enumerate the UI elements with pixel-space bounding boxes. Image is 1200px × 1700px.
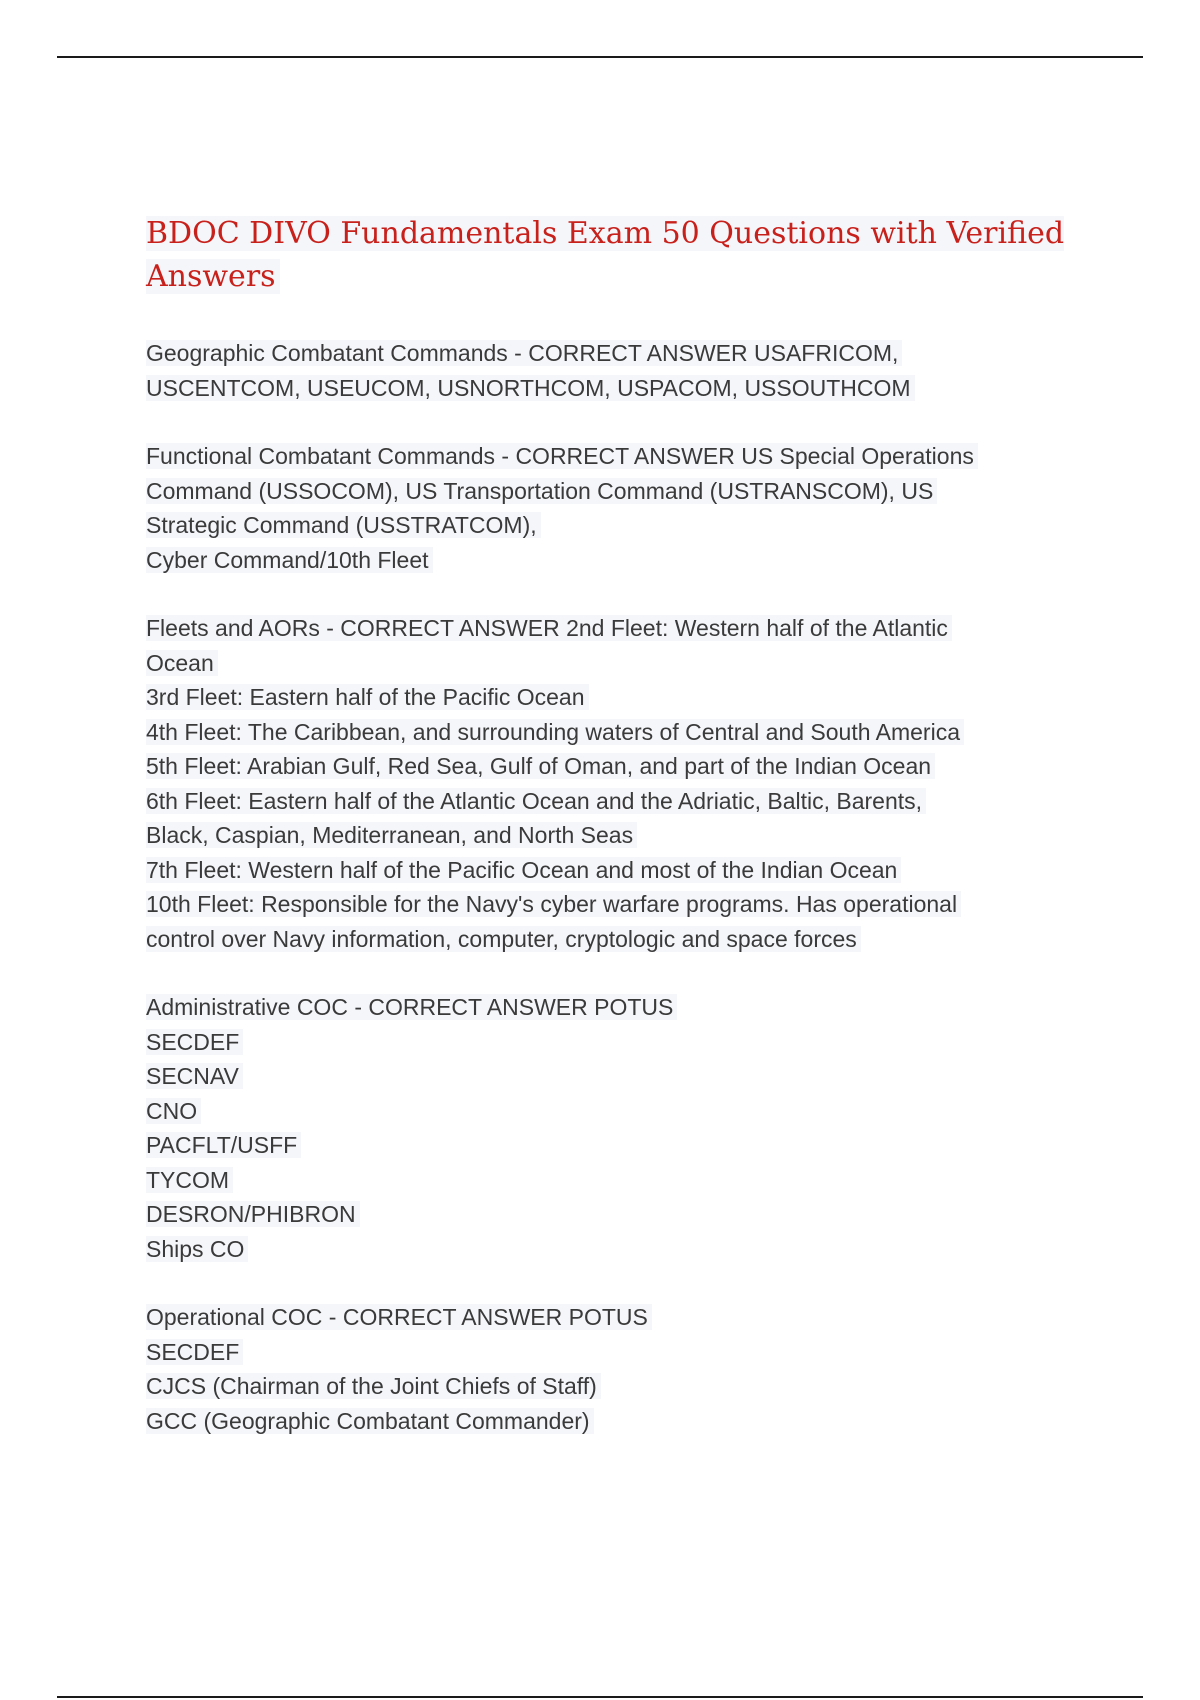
qa-list [146,336,1086,1438]
qa-line-text: Fleets and AORs - CORRECT ANSWER 2nd Fleet: Western half of the Atlantic [146,615,952,641]
qa-line-text: 3rd Fleet: Eastern half of the Pacific Ocean [146,684,589,710]
qa-answer-line [146,680,1086,715]
document-title: BDOC DIVO Fundamentals Exam 50 Questions with Verified Answers [146,216,1065,294]
qa-line-text: 4th Fleet: The Caribbean, and surrounding waters of Central and South America [146,719,964,745]
qa-line-text: 10th Fleet: Responsible for the Navy's cyber warfare programs. Has operational [146,891,961,917]
top-rule [57,56,1143,58]
qa-block [146,611,1086,956]
qa-line-text: PACFLT/USFF [146,1132,301,1158]
qa-answer-line [146,1094,1086,1129]
qa-line-text: 6th Fleet: Eastern half of the Atlantic Ocean and the Adriatic, Baltic, Barents, [146,788,926,814]
qa-question-line [146,439,1086,474]
qa-answer-line [146,543,1086,578]
qa-line-text: DESRON/PHIBRON [146,1201,360,1227]
qa-block [146,439,1086,577]
qa-line-text: Black, Caspian, Mediterranean, and North Seas [146,822,637,848]
qa-line-text: USCENTCOM, USEUCOM, USNORTHCOM, USPACOM, USSOUTHCOM [146,375,915,401]
qa-question-line [146,1300,1086,1335]
qa-line-text: Ships CO [146,1236,248,1262]
qa-line-text: 5th Fleet: Arabian Gulf, Red Sea, Gulf of Oman, and part of the Indian Ocean [146,753,935,779]
qa-line-text: control over Navy information, computer, cryptologic and space forces [146,926,861,952]
qa-line-text: Cyber Command/10th Fleet [146,547,433,573]
qa-answer-line [146,818,1086,853]
qa-line-text: Administrative COC - CORRECT ANSWER POTUS [146,994,677,1020]
qa-answer-line [146,474,1086,509]
qa-line-text: SECNAV [146,1063,243,1089]
qa-line-text: Ocean [146,650,218,676]
qa-block [146,990,1086,1266]
qa-answer-line [146,1197,1086,1232]
qa-question-line [146,990,1086,1025]
qa-answer-line [146,887,1086,922]
qa-answer-line [146,1404,1086,1439]
qa-answer-line [146,853,1086,888]
title-block [146,212,1086,298]
qa-answer-line [146,371,1086,406]
bottom-rule [57,1696,1143,1698]
qa-line-text: Operational COC - CORRECT ANSWER POTUS [146,1304,652,1330]
qa-answer-line [146,1128,1086,1163]
qa-answer-line [146,715,1086,750]
qa-question-line [146,336,1086,371]
qa-line-text: TYCOM [146,1167,233,1193]
qa-answer-line [146,1059,1086,1094]
qa-answer-line [146,749,1086,784]
qa-answer-line [146,508,1086,543]
qa-answer-line [146,1335,1086,1370]
qa-answer-line [146,922,1086,957]
qa-answer-line [146,1369,1086,1404]
qa-line-text: Strategic Command (USSTRATCOM), [146,512,541,538]
qa-answer-line [146,1232,1086,1267]
qa-line-text: Geographic Combatant Commands - CORRECT ANSWER USAFRICOM, [146,340,902,366]
qa-answer-line [146,1025,1086,1060]
qa-block [146,336,1086,405]
qa-answer-line [146,646,1086,681]
qa-line-text: CNO [146,1098,201,1124]
qa-question-line [146,611,1086,646]
qa-line-text: CJCS (Chairman of the Joint Chiefs of Staff) [146,1373,601,1399]
qa-line-text: SECDEF [146,1339,243,1365]
qa-line-text: Functional Combatant Commands - CORRECT ANSWER US Special Operations [146,443,978,469]
qa-line-text: 7th Fleet: Western half of the Pacific Ocean and most of the Indian Ocean [146,857,901,883]
qa-line-text: GCC (Geographic Combatant Commander) [146,1408,594,1434]
qa-block [146,1300,1086,1438]
qa-line-text: SECDEF [146,1029,243,1055]
qa-answer-line [146,1163,1086,1198]
qa-answer-line [146,784,1086,819]
qa-line-text: Command (USSOCOM), US Transportation Command (USTRANSCOM), US [146,478,937,504]
document-body [146,212,1086,1472]
